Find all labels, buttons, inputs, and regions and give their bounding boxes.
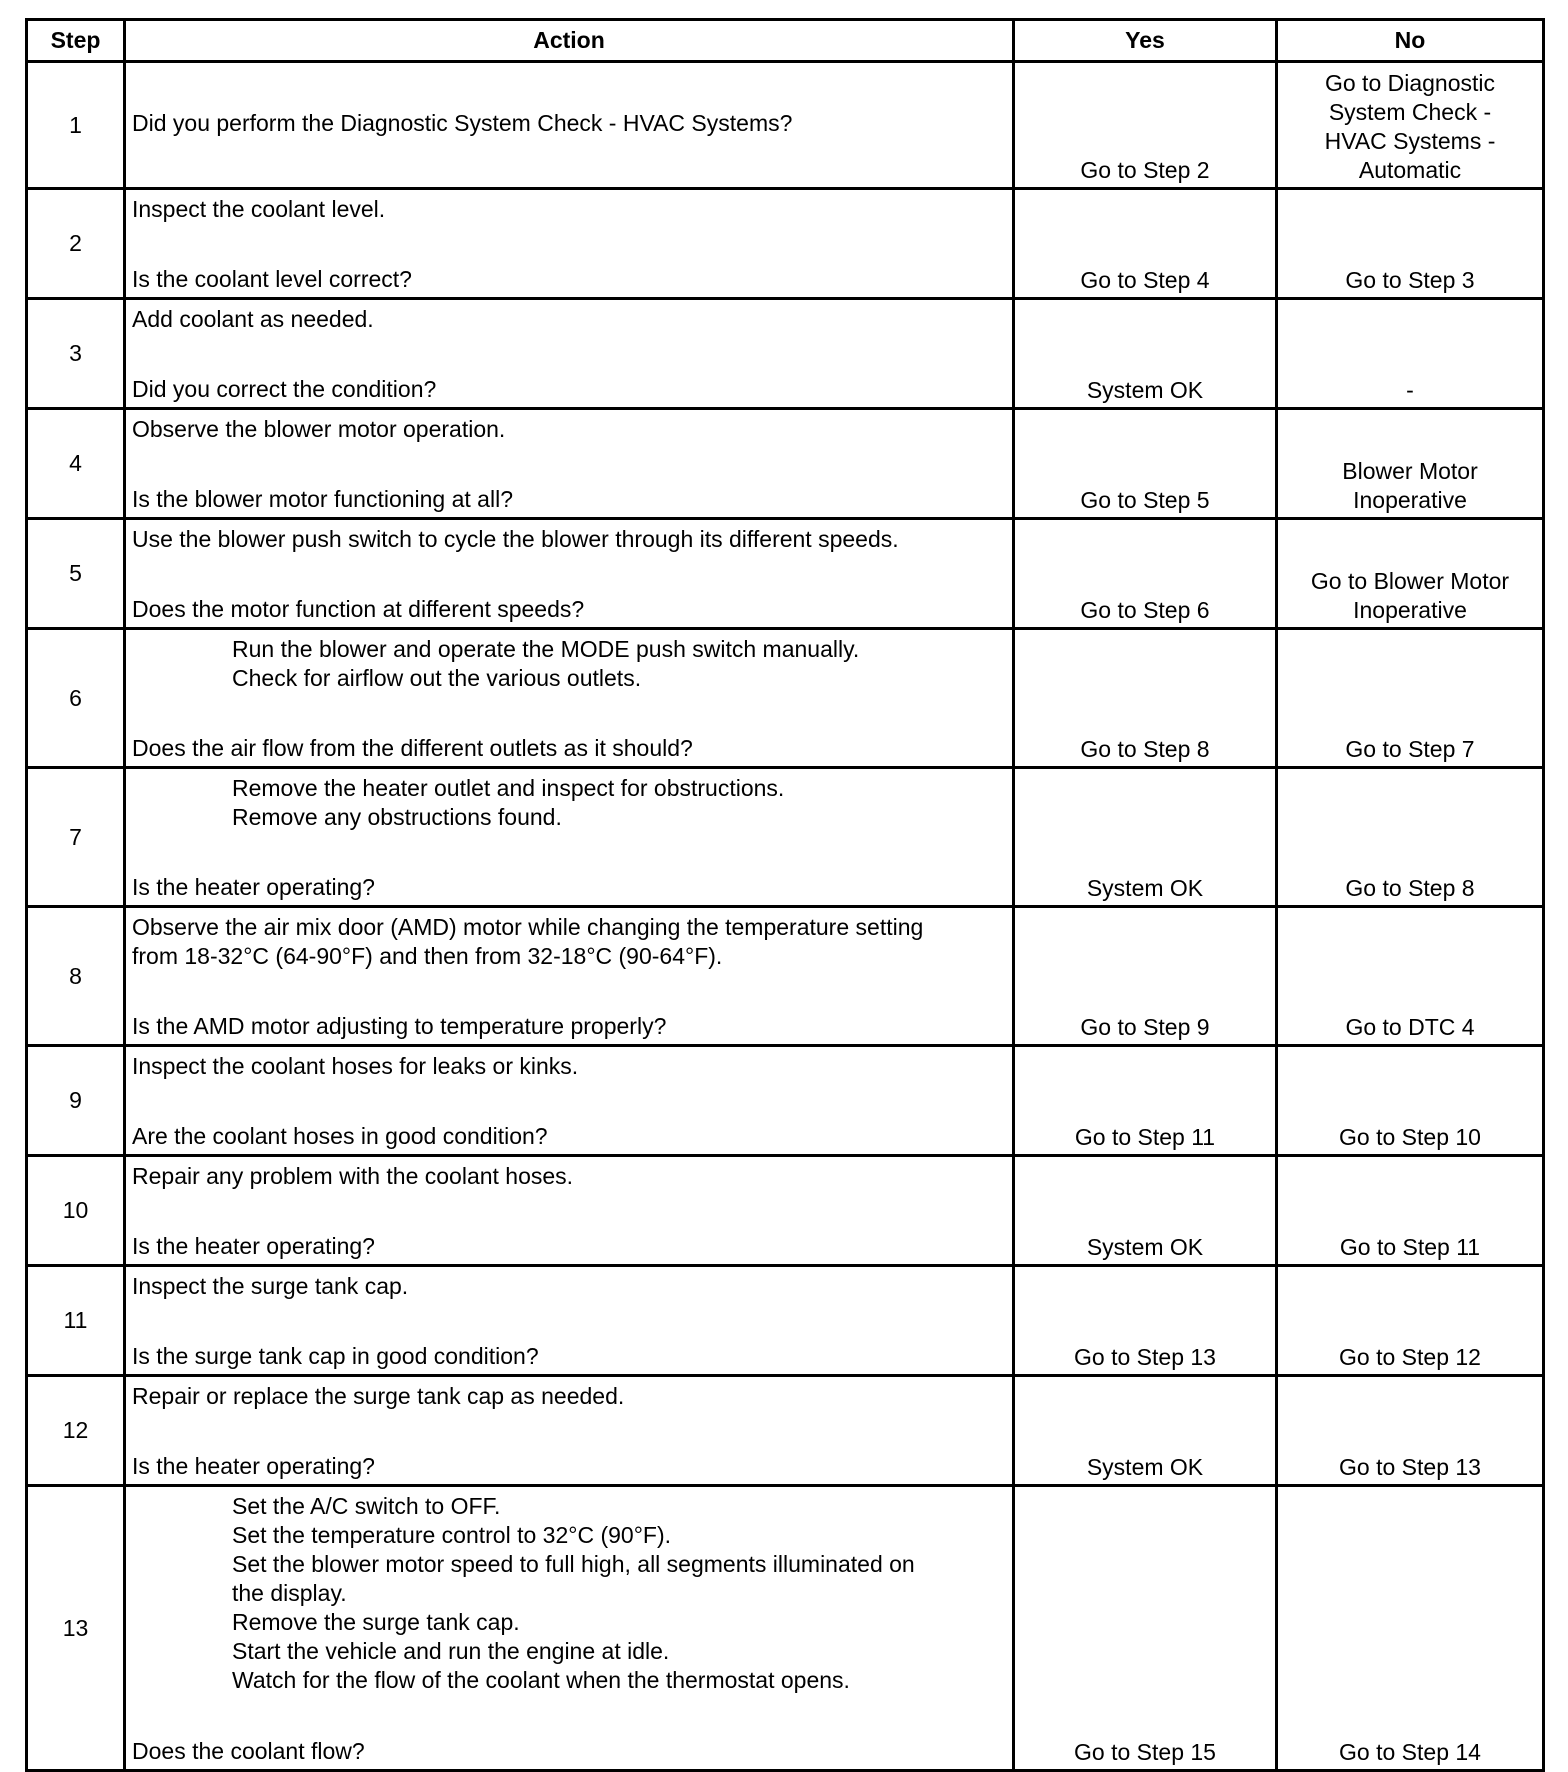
table-row [27, 629, 1544, 768]
action-cell [125, 299, 1014, 409]
action-question: Is the heater operating? [132, 874, 375, 900]
no-result-line: System Check - [1328, 99, 1492, 125]
no-result-cell [1277, 62, 1544, 189]
action-instructions [132, 300, 1006, 334]
action-question: Did you correct the condition? [132, 376, 437, 402]
no-result-line: Go to Step 10 [1339, 1124, 1481, 1150]
no-result-cell [1277, 299, 1544, 409]
action-instructions [132, 630, 1006, 693]
action-question: Is the blower motor functioning at all? [132, 486, 513, 512]
action-question: Does the motor function at different speeds? [132, 596, 585, 622]
table-row [27, 519, 1544, 629]
instruction-line: Use the blower push switch to cycle the blower through its different speeds. [132, 526, 899, 552]
action-instructions [132, 1377, 1006, 1411]
table-row [27, 768, 1544, 907]
table-row [27, 1376, 1544, 1486]
action-instructions [132, 769, 1006, 832]
no-result-cell [1277, 1376, 1544, 1486]
no-result-cell [1277, 629, 1544, 768]
step-number: 6 [27, 629, 125, 768]
yes-result-line: Go to Step 6 [1080, 597, 1210, 623]
action-question: Are the coolant hoses in good condition? [132, 1123, 548, 1149]
no-result-cell [1277, 519, 1544, 629]
no-result-line: Go to Step 14 [1339, 1739, 1481, 1765]
instruction-line: from 18-32°C (64-90°F) and then from 32-18°C (90-64°F). [132, 943, 723, 969]
instruction-line: Start the vehicle and run the engine at idle. [232, 1638, 670, 1664]
no-result-line: HVAC Systems - [1324, 128, 1496, 154]
instruction-line: Remove the surge tank cap. [232, 1609, 520, 1635]
instruction-line: Repair or replace the surge tank cap as needed. [132, 1383, 625, 1409]
action-instructions [132, 190, 1006, 224]
step-number: 10 [27, 1156, 125, 1266]
no-result-cell [1277, 907, 1544, 1046]
yes-result-cell [1014, 768, 1277, 907]
action-instructions [132, 1267, 1006, 1301]
no-result-line: Blower Motor [1342, 458, 1478, 484]
instruction-line: Set the temperature control to 32°C (90°F). [232, 1522, 671, 1548]
instruction-line: Check for airflow out the various outlets. [232, 665, 642, 691]
yes-result-cell [1014, 62, 1277, 189]
table-row [27, 189, 1544, 299]
header-yes: Yes [1014, 20, 1277, 62]
step-number: 5 [27, 519, 125, 629]
header-step: Step [27, 20, 125, 62]
yes-result-line: Go to Step 4 [1080, 267, 1210, 293]
action-instructions [132, 410, 1006, 444]
action-instructions [132, 520, 1006, 554]
step-number: 1 [27, 62, 125, 189]
step-number: 2 [27, 189, 125, 299]
table-row [27, 1486, 1544, 1771]
no-result-line: Go to Step 11 [1339, 1234, 1481, 1260]
yes-result-cell [1014, 1156, 1277, 1266]
instruction-line: Set the blower motor speed to full high, all segments illuminated on [232, 1551, 915, 1577]
step-number: 3 [27, 299, 125, 409]
action-question: Is the AMD motor adjusting to temperature properly? [132, 1013, 667, 1039]
action-cell [125, 409, 1014, 519]
yes-result-cell [1014, 189, 1277, 299]
yes-result-line: System OK [1086, 377, 1204, 403]
action-question: Is the coolant level correct? [132, 266, 412, 292]
yes-result-line: Go to Step 11 [1074, 1124, 1216, 1150]
step-number: 8 [27, 907, 125, 1046]
header-action: Action [125, 20, 1014, 62]
step-number: 4 [27, 409, 125, 519]
no-result-cell [1277, 1266, 1544, 1376]
action-question: Did you perform the Diagnostic System Check - HVAC Systems? [132, 110, 793, 136]
action-cell [125, 768, 1014, 907]
no-result-line: Inoperative [1353, 597, 1467, 623]
diagnostic-table [25, 18, 1545, 1772]
yes-result-cell [1014, 1376, 1277, 1486]
instruction-line: Inspect the coolant level. [132, 196, 386, 222]
instruction-line: Remove the heater outlet and inspect for obstructions. [232, 775, 785, 801]
yes-result-line: Go to Step 9 [1080, 1014, 1210, 1040]
no-result-line: Inoperative [1353, 487, 1467, 513]
yes-result-line: Go to Step 2 [1080, 157, 1210, 183]
yes-result-line: System OK [1086, 1454, 1204, 1480]
instruction-line: Add coolant as needed. [132, 306, 374, 332]
action-question: Is the heater operating? [132, 1233, 375, 1259]
no-result-cell [1277, 1156, 1544, 1266]
action-cell [125, 629, 1014, 768]
no-result-line: Automatic [1358, 157, 1462, 183]
yes-result-line: Go to Step 8 [1080, 736, 1210, 762]
action-question: Does the coolant flow? [132, 1738, 365, 1764]
step-number: 9 [27, 1046, 125, 1156]
instruction-line: Run the blower and operate the MODE push switch manually. [232, 636, 860, 662]
action-instructions [132, 908, 1006, 971]
action-cell [125, 1046, 1014, 1156]
no-result-line: Go to Step 3 [1345, 267, 1475, 293]
action-cell [125, 62, 1014, 189]
table-row [27, 907, 1544, 1046]
table-row [27, 1046, 1544, 1156]
header-no: No [1277, 20, 1544, 62]
table-row [27, 409, 1544, 519]
yes-result-cell [1014, 629, 1277, 768]
action-question: Is the surge tank cap in good condition? [132, 1343, 539, 1369]
no-result-line: Go to Step 13 [1339, 1454, 1481, 1480]
yes-result-cell [1014, 1486, 1277, 1771]
yes-result-cell [1014, 299, 1277, 409]
table-row [27, 1156, 1544, 1266]
no-result-line: Go to Step 8 [1345, 875, 1475, 901]
table-row [27, 62, 1544, 189]
step-number: 13 [27, 1486, 125, 1771]
yes-result-line: Go to Step 13 [1074, 1344, 1216, 1370]
table-header-row [27, 20, 1544, 62]
step-number: 11 [27, 1266, 125, 1376]
no-result-line: Go to Blower Motor [1310, 568, 1510, 594]
action-cell [125, 1266, 1014, 1376]
instruction-line: Remove any obstructions found. [232, 804, 562, 830]
yes-result-cell [1014, 907, 1277, 1046]
action-cell [125, 189, 1014, 299]
instruction-line: Observe the air mix door (AMD) motor while changing the temperature setting [132, 914, 924, 940]
no-result-cell [1277, 409, 1544, 519]
table-row [27, 299, 1544, 409]
yes-result-cell [1014, 1046, 1277, 1156]
action-instructions [132, 1047, 1006, 1081]
no-result-line: Go to Step 12 [1339, 1344, 1481, 1370]
instruction-line: Inspect the surge tank cap. [132, 1273, 409, 1299]
action-question: Is the heater operating? [132, 1453, 375, 1479]
yes-result-line: Go to Step 5 [1080, 487, 1210, 513]
yes-result-line: Go to Step 15 [1074, 1739, 1216, 1765]
step-number: 12 [27, 1376, 125, 1486]
no-result-line: - [1406, 377, 1414, 403]
no-result-line: Go to Diagnostic [1324, 70, 1496, 96]
no-result-cell [1277, 768, 1544, 907]
step-number: 7 [27, 768, 125, 907]
table-row [27, 1266, 1544, 1376]
yes-result-cell [1014, 1266, 1277, 1376]
instruction-line: Repair any problem with the coolant hoses. [132, 1163, 574, 1189]
instruction-line: the display. [232, 1580, 347, 1606]
action-cell [125, 907, 1014, 1046]
yes-result-line: System OK [1086, 875, 1204, 901]
action-instructions [132, 1157, 1006, 1191]
instruction-line: Inspect the coolant hoses for leaks or kinks. [132, 1053, 579, 1079]
action-instructions [132, 1487, 1006, 1695]
action-cell [125, 1156, 1014, 1266]
instruction-line: Watch for the flow of the coolant when the thermostat opens. [232, 1667, 850, 1693]
no-result-cell [1277, 1486, 1544, 1771]
no-result-line: Go to DTC 4 [1345, 1014, 1475, 1040]
instruction-line: Observe the blower motor operation. [132, 416, 506, 442]
instruction-line: Set the A/C switch to OFF. [232, 1493, 501, 1519]
yes-result-cell [1014, 409, 1277, 519]
action-cell [125, 1486, 1014, 1771]
no-result-cell [1277, 1046, 1544, 1156]
no-result-line: Go to Step 7 [1345, 736, 1475, 762]
no-result-cell [1277, 189, 1544, 299]
action-cell [125, 519, 1014, 629]
yes-result-line: System OK [1086, 1234, 1204, 1260]
action-cell [125, 1376, 1014, 1486]
yes-result-cell [1014, 519, 1277, 629]
action-question: Does the air flow from the different outlets as it should? [132, 735, 693, 761]
